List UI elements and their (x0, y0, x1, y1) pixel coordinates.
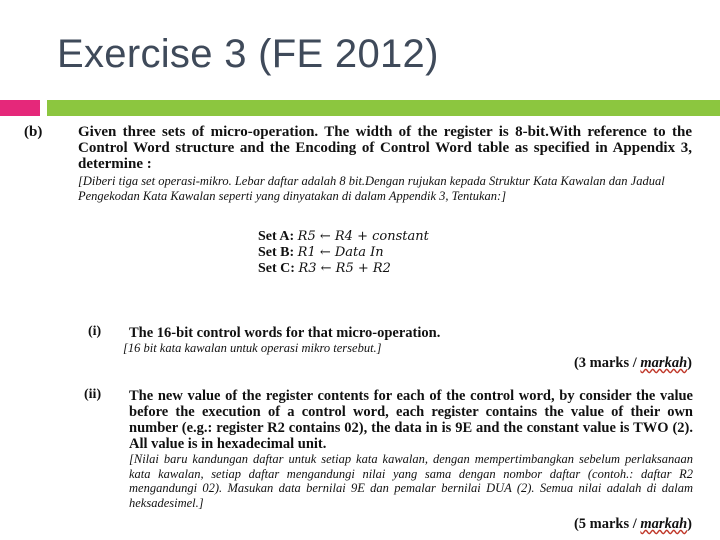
marks-count: (3 marks / (573, 355, 641, 371)
question-label: (b) (24, 124, 43, 140)
set-name: Set A: (258, 229, 295, 244)
set-expression: R3 ← R5 + R2 (298, 261, 391, 276)
micro-operation-sets (258, 229, 429, 277)
exam-question-scan (24, 124, 704, 538)
accent-bar-pink (0, 100, 40, 116)
set-name: Set C: (258, 261, 295, 276)
set-expression: R5 ← R4 + constant (297, 229, 429, 244)
slide-title: Exercise 3 (FE 2012) (57, 32, 439, 76)
marks-word: markah (640, 516, 688, 532)
set-name: Set B: (258, 245, 295, 260)
marks-word: markah (640, 355, 688, 371)
question-text: Given three sets of micro-operation. The width of the register is 8-bit.With reference to the Control Word structure and the Encoding of Control Word table as specified in Appendix 3, determine : (78, 124, 692, 172)
part-text-ii: The new value of the register contents for each of the control word, by consider the value before the execution of a control word, each register contains the value of their own number (e.g.: register R2 contains 02), the data in is 9E and the constant value is TWO (2). All value is in hexadecimal unit. (129, 388, 693, 452)
accent-bar-green (47, 100, 720, 116)
part-text-malay-ii: [Nilai baru kandungan daftar untuk setiap kata kawalan, dengan mempertimbangkan sebelum perlaksanaan kata kawalan, setiap daftar mengandungi nilai yang sama dengan nombor daftar (contoh.: daftar R2 mengandungi 02). Masukan data bernilai 9E dan pemalar bernilai DUA (2). Semua nilai adalah di dalam heksadesimel.] (129, 452, 693, 510)
question-text-malay: [Diberi tiga set operasi-mikro. Lebar daftar adalah 8 bit.Dengan rujukan kepada Struktur Kata Kawalan dan Jadual Pengekodan Kata Kawalan seperti yang dinyatakan di dalam Appendik 3, Tentukan:] (78, 174, 665, 203)
marks-close: ) (687, 355, 692, 371)
marks-count: (5 marks / (573, 516, 641, 532)
part-text-malay-i: [16 bit kata kawalan untuk operasi mikro tersebut.] (123, 341, 382, 355)
part-label-i: (i) (88, 324, 102, 339)
set-row (258, 261, 429, 277)
set-expression: R1 ← Data In (297, 245, 384, 260)
marks-ii (574, 516, 692, 533)
set-row (258, 245, 429, 261)
part-text-i: The 16-bit control words for that micro-operation. (129, 325, 441, 341)
marks-close: ) (687, 516, 692, 532)
set-row (258, 229, 429, 245)
part-label-ii: (ii) (84, 387, 102, 402)
marks-i (574, 355, 692, 372)
